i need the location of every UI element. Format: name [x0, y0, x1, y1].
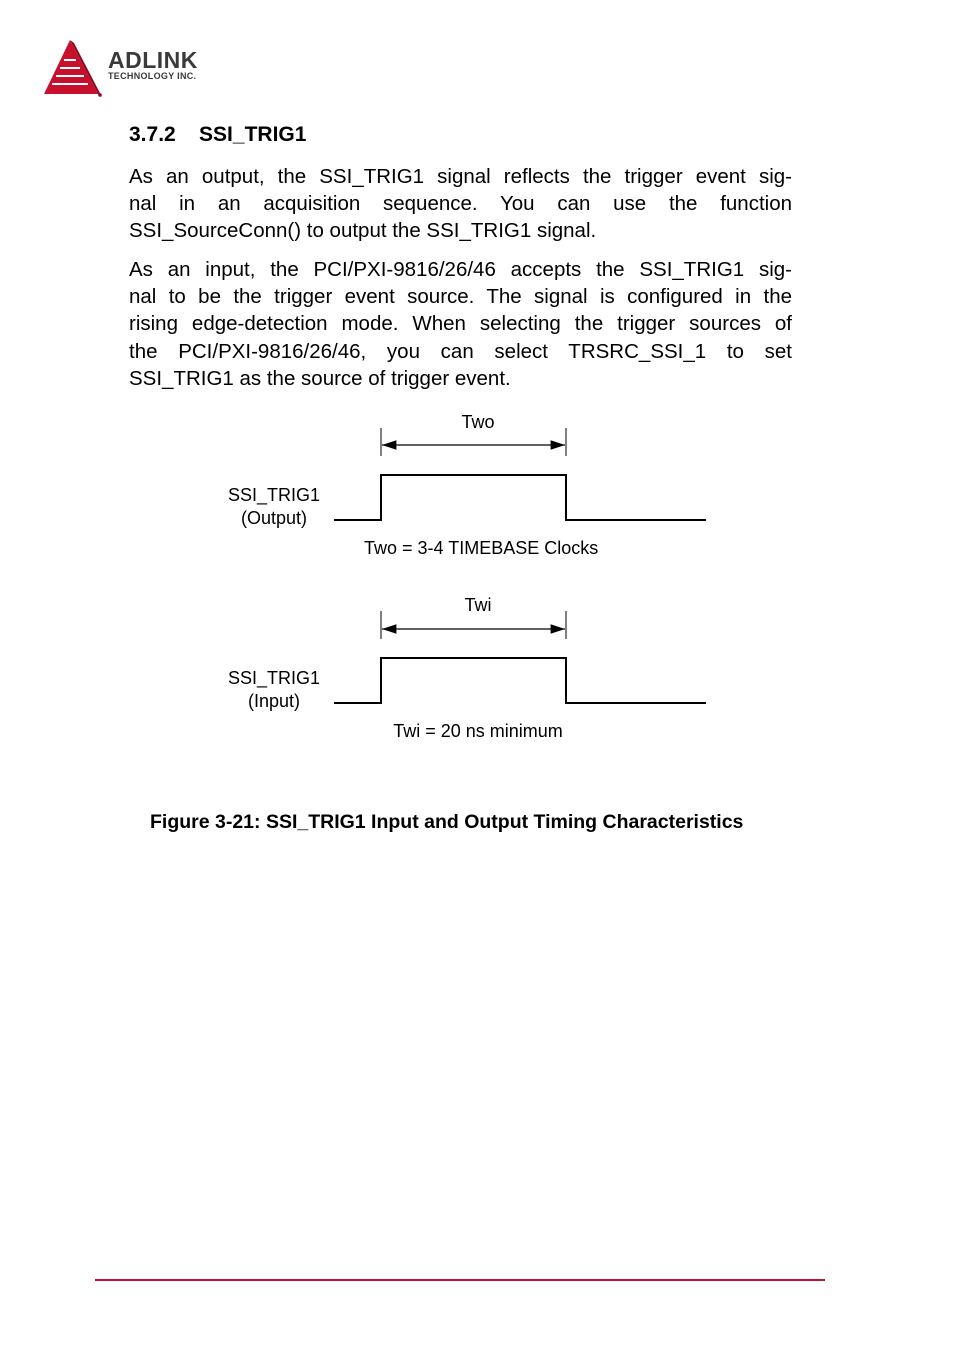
- footer-divider: [95, 1279, 825, 1281]
- paragraph-line: As an output, the SSI_TRIG1 signal reflects the trigger event sig-: [129, 165, 792, 188]
- figure-caption: Figure 3-21: SSI_TRIG1 Input and Output Timing Characteristics: [150, 811, 744, 833]
- paragraph-line: nal in an acquisition sequence. You can use the function: [129, 192, 792, 216]
- logo-tagline: TECHNOLOGY INC.: [108, 71, 197, 81]
- paragraph-output-description: [129, 163, 792, 245]
- output-timing-note: Two = 3-4 TIMEBASE Clocks: [364, 538, 599, 558]
- paragraph-input-description: [129, 256, 792, 392]
- output-pulse-waveform: [334, 475, 706, 520]
- company-logo: [42, 38, 242, 98]
- input-signal-name: SSI_TRIG1: [227, 668, 321, 688]
- paragraph-line: rising edge-detection mode. When selecting the trigger sources of: [129, 312, 792, 336]
- paragraph-line: SSI_SourceConn() to output the SSI_TRIG1 signal.: [129, 219, 597, 243]
- paragraph-line: nal to be the trigger event source. The signal is configured in the: [129, 285, 792, 309]
- adlink-triangle-icon: [42, 38, 104, 98]
- output-signal-name: SSI_TRIG1: [227, 485, 321, 505]
- logo-wordmark: ADLINK: [108, 47, 198, 73]
- input-width-label: Twi: [464, 595, 492, 615]
- input-timing-note: Twi = 20 ns minimum: [393, 721, 563, 741]
- paragraph-line: As an input, the PCI/PXI-9816/26/46 accepts the SSI_TRIG1 sig-: [129, 258, 792, 281]
- output-signal-mode: (Output): [240, 508, 308, 528]
- output-timing-group: [228, 412, 706, 558]
- paragraph-line: the PCI/PXI-9816/26/46, you can select TRSRC_SSI_1 to set: [129, 339, 792, 363]
- paragraph-line: SSI_TRIG1 as the source of trigger event.: [129, 366, 511, 390]
- input-signal-mode: (Input): [247, 691, 301, 711]
- output-width-label: Two: [461, 412, 495, 432]
- input-pulse-waveform: [334, 658, 706, 703]
- section-heading: 3.7.2 SSI_TRIG1: [129, 123, 307, 146]
- input-timing-group: [228, 595, 706, 741]
